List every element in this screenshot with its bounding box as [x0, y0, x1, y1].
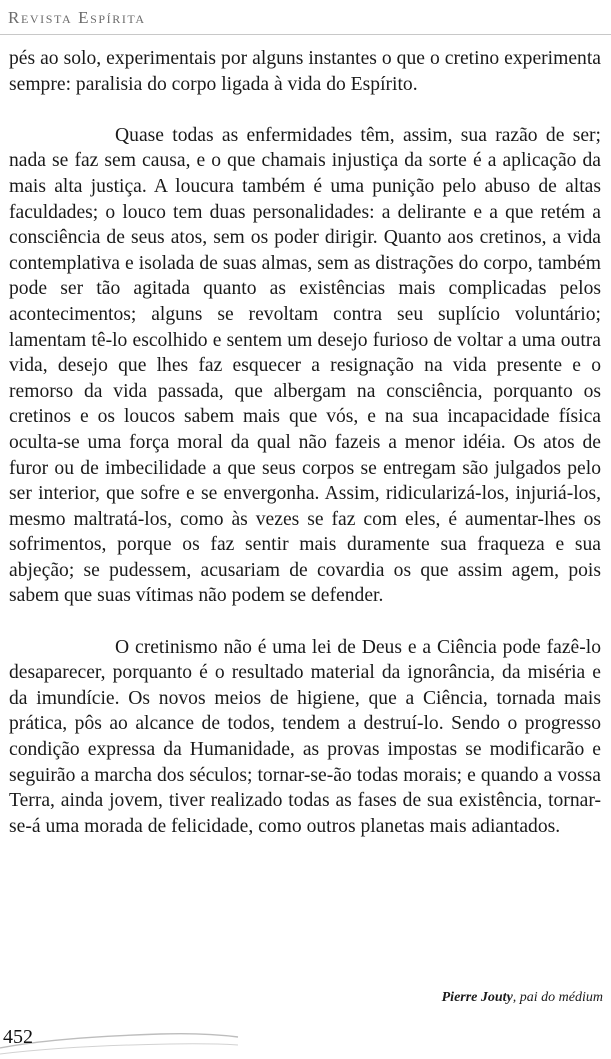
- page-number: 452: [3, 1026, 33, 1048]
- author-role: , pai do médium: [512, 990, 603, 1005]
- author-name: Pierre Jouty: [441, 990, 513, 1005]
- body-text: [9, 46, 601, 839]
- paragraph: Quase todas as enfermidades têm, assim, sua razão de ser; nada se faz sem causa, e o que chamais injustiça da sorte é a aplicação da mais alta justiça. A loucura também é uma punição pelo abuso de altas faculdades; o louco tem duas personalidades: a delirante e a que retém a consciência de seus atos, sem os poder dirigir. Quanto aos cretinos, a vida contemplativa e isolada de suas almas, sem as distrações do corpo, também pode ser tão agitada quanto as existências mais complicadas pelos acontecimentos; alguns se revoltam contra seu suplício voluntário; lamentam tê-lo escolhido e sentem um desejo furioso de voltar a uma outra vida, desejo que lhes faz esquecer a resignação na vida presente e o remorso da vida passada, que albergam na consciência, porquanto os cretinos e os loucos sabem mais que vós, e na sua incapacidade física oculta-se uma força moral da qual não fazeis a menor idéia. Os atos de furor ou de imbecilidade a que seus corpos se entregam são julgados pelo ser interior, que sofre e se envergonha. Assim, ridicularizá-los, injuriá-los, mesmo maltratá-los, como às vezes se faz com eles, é aumentar-lhes os sofrimentos, porque os faz sentir mais duramente sua fraqueza e sua abjeção; se pudessem, acusariam de covardia os que assim agem, pois sabem que suas vítimas não podem se defender.: [9, 124, 601, 607]
- footer-swoosh-ornament: [0, 1018, 240, 1059]
- running-header: Revista Espírita: [8, 8, 146, 27]
- paragraph-continuation: pés ao solo, experimentais por alguns instantes o que o cretino experimenta sempre: paralisia do corpo ligada à vida do Espírito.: [9, 48, 601, 95]
- author-signature: [442, 990, 603, 1006]
- paragraph: O cretinismo não é uma lei de Deus e a Ciência pode fazê-lo desaparecer, porquanto é o resultado material da ignorância, da miséria e da imundície. Os novos meios de higiene, que a Ciência, tornada mais prática, pôs ao alcance de todos, tendem a destruí-lo. Sendo o progresso condição expressa da Humanidade, as provas impostas se modificarão e seguirão a marcha dos séculos; tornar-se-ão todas morais; e quando a vossa Terra, ainda jovem, tiver realizado todas as fases de sua existência, tornar-se-á uma morada de felicidade, como outros planetas mais adiantados.: [9, 636, 601, 837]
- header-divider: [0, 34, 611, 35]
